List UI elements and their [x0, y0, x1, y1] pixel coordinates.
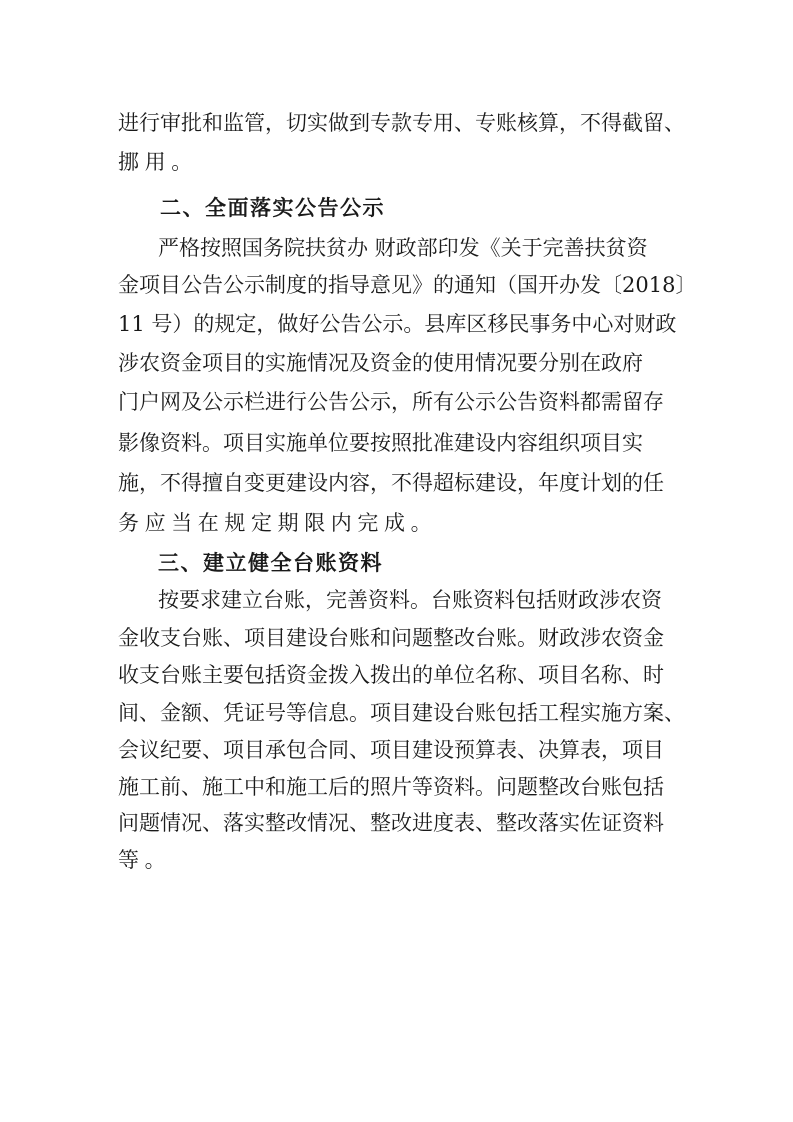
- paragraph-line: 涉农资金项目的实施情况及资金的使用情况要分别在政府: [118, 351, 643, 375]
- paragraph-line: 收支台账主要包括资金拨入拨出的单位名称、项目名称、时: [118, 663, 664, 687]
- paragraph-line: 金收支台账、项目建设台账和问题整改台账。财政涉农资金: [118, 626, 664, 650]
- paragraph-line: 11 号）的规定，做好公告公示。县库区移民事务中心对财政: [118, 312, 677, 336]
- section-heading: 三、建立健全台账资料: [158, 550, 383, 575]
- paragraph-line: 按要求建立台账，完善资料。台账资料包括财政涉农资: [158, 588, 662, 612]
- paragraph-line: 进行审批和监管，切实做到专款专用、专账核算，不得截留、: [118, 111, 685, 135]
- section-heading: 二、全面落实公告公示: [160, 195, 385, 220]
- paragraph-line: 挪用。: [118, 150, 198, 174]
- paragraph-line: 问题情况、落实整改情况、整改进度表、整改落实佐证资料: [118, 811, 664, 835]
- paragraph-line: 等。: [118, 848, 172, 872]
- paragraph-line: 施，不得擅自变更建设内容，不得超标建设，年度计划的任: [118, 471, 664, 495]
- paragraph-line: 会议纪要、项目承包合同、项目建设预算表、决算表，项目: [118, 738, 664, 762]
- paragraph-line: 间、金额、凭证号等信息。项目建设台账包括工程实施方案、: [118, 701, 685, 725]
- paragraph-line: 金项目公告公示制度的指导意见》的通知（国开办发〔2018〕: [118, 273, 697, 297]
- paragraph-line: 严格按照国务院扶贫办 财政部印发《关于完善扶贫资: [158, 236, 648, 260]
- paragraph-line: 影像资料。项目实施单位要按照批准建设内容组织项目实: [118, 431, 643, 455]
- paragraph-line: 施工前、施工中和施工后的照片等资料。问题整改台账包括: [118, 775, 664, 799]
- paragraph-line: 务应当在规定期限内完成。: [118, 511, 438, 535]
- paragraph-line: 门户网及公示栏进行公告公示，所有公示公告资料都需留存: [118, 390, 664, 414]
